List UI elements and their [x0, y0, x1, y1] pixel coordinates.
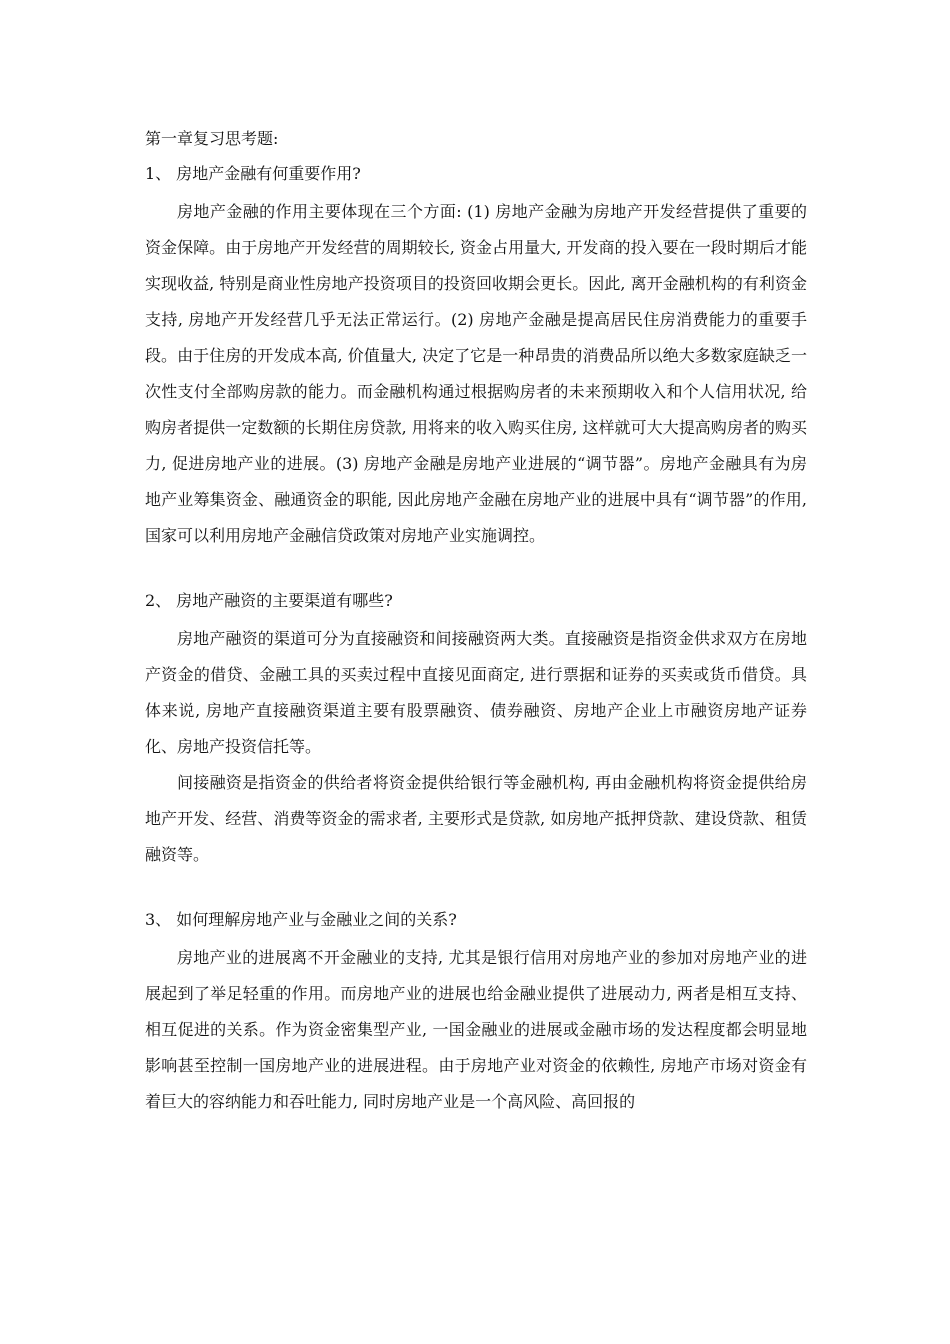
answer-2-paragraph-1: 房地产融资的渠道可分为直接融资和间接融资两大类。直接融资是指资金供求双方在房地产资金的借贷、金融工具的买卖过程中直接见面商定, 进行票据和证券的买卖或货币借贷。具体来说, 房地产直接融资渠道主要有股票融资、债券融资、房地产企业上市融资房地产证券化、房地产投资信托等。 [145, 629, 807, 756]
answer-3-paragraph: 房地产业的进展离不开金融业的支持, 尤其是银行信用对房地产业的参加对房地产业的进展起到了举足轻重的作用。而房地产业的进展也给金融业提供了进展动力, 两者是相互支持、相互促进的关系。作为资金密集型产业, 一国金融业的进展或金融市场的发达程度都会明显地影响甚至控制一国房地产业的进展进程。由于房地产业对资金的依赖性, 房地产市场对资金有着巨大的容纳能力和吞吐能力, 同时房地产业是一个高风险、高回报的 [145, 948, 807, 1111]
answer-2-paragraph-2: 间接融资是指资金的供给者将资金提供给银行等金融机构, 再由金融机构将资金提供给房地产开发、经营、消费等资金的需求者, 主要形式是贷款, 如房地产抵押贷款、建设贷款、租赁融资等。 [145, 773, 807, 864]
answer-1-paragraph: 房地产金融的作用主要体现在三个方面: (1) 房地产金融为房地产开发经营提供了重要的资金保障。由于房地产开发经营的周期较长, 资金占用量大, 开发商的投入要在一段时期后才能实现收益, 特别是商业性房地产投资项目的投资回收期会更长。因此, 离开金融机构的有利资金支持, 房地产开发经营几乎无法正常运行。(2) 房地产金融是提高居民住房消费能力的重要手段。由于住房的开发成本高, 价值量大, 决定了它是一种昂贵的消费品所以绝大多数家庭缺乏一次性支付全部购房款的能力。而金融机构通过根据购房者的未来预期收入和个人信用状况, 给购房者提供一定数额的长期住房贷款, 用将来的收入购买住房, 这样就可大大提高购房者的购买力, 促进房地产业的进展。(3) 房地产金融是房地产业进展的“调节器”。房地产金融具有为房地产业筹集资金、融通资金的职能, 因此房地产金融在房地产业的进展中具有“调节器”的作用, 国家可以利用房地产金融信贷政策对房地产业实施调控。 [145, 202, 807, 545]
document-page [145, 124, 807, 1120]
question-2: 2、 房地产融资的主要渠道有哪些? [145, 591, 393, 610]
section-gap [145, 873, 807, 905]
question-1: 1、 房地产金融有何重要作用? [145, 164, 361, 183]
question-3: 3、 如何理解房地产业与金融业之间的关系? [145, 910, 457, 929]
chapter-heading: 第一章复习思考题: [145, 129, 279, 148]
section-gap [145, 554, 807, 586]
